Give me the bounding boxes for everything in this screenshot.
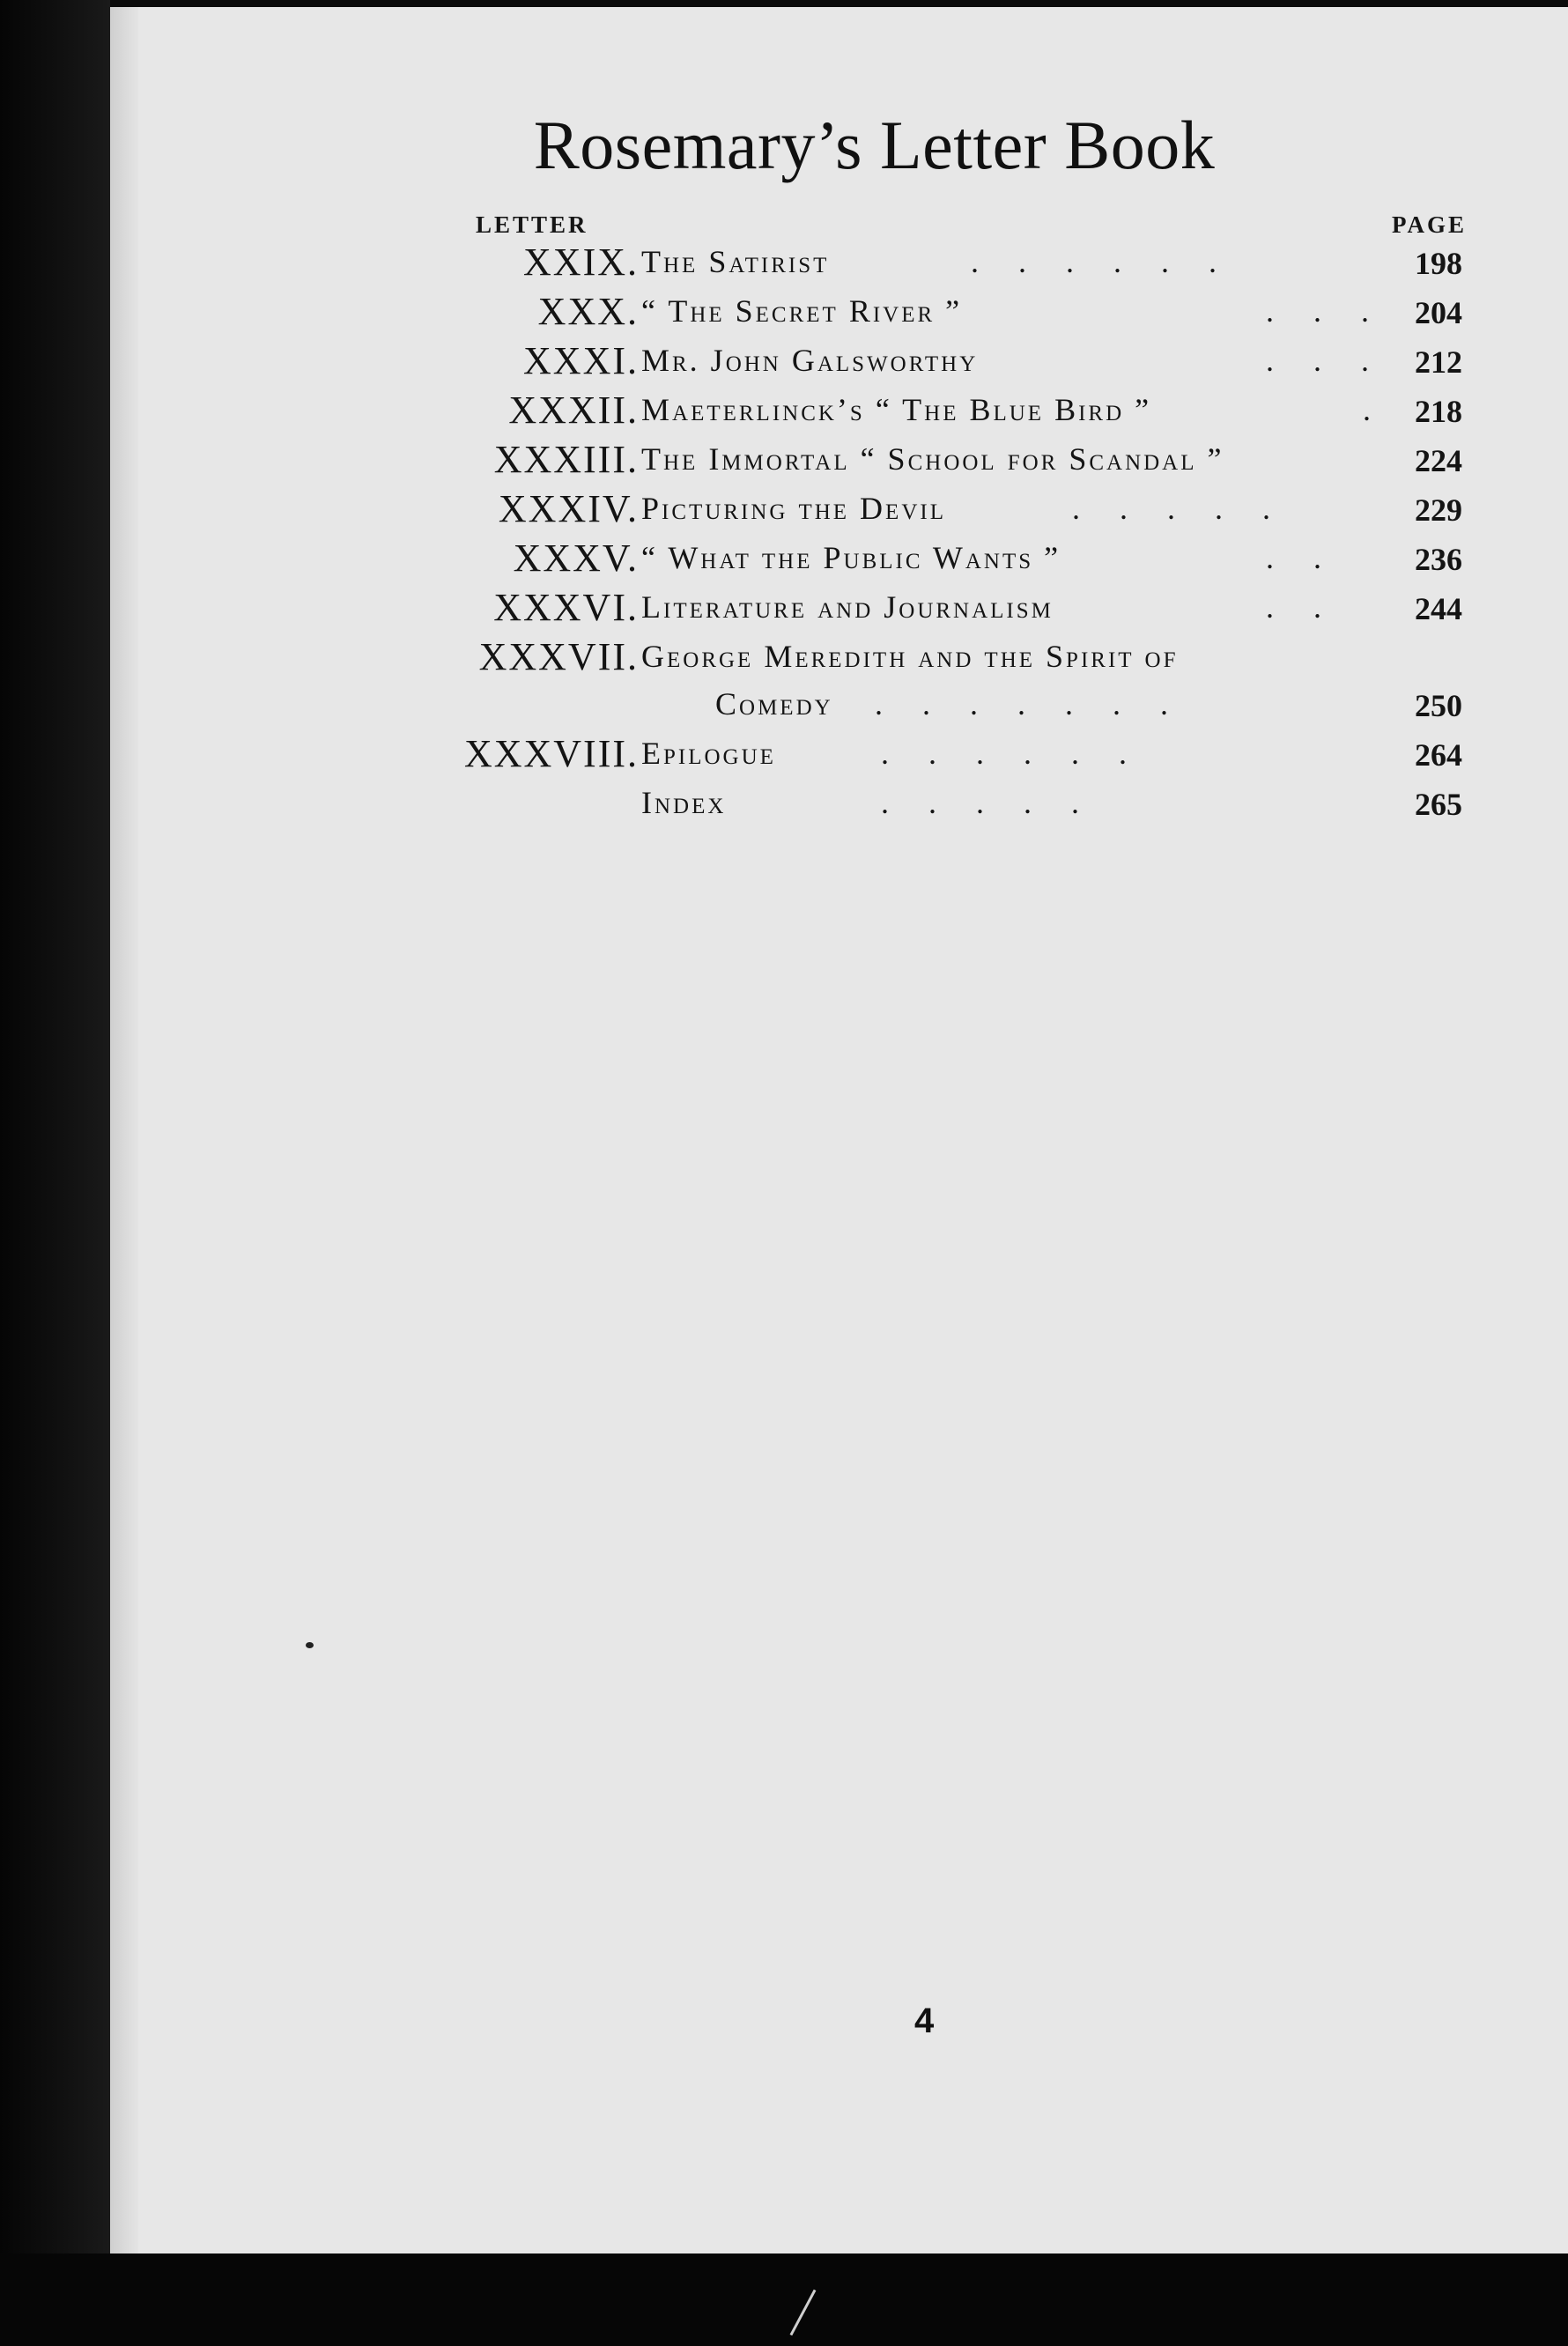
toc-entry bbox=[0, 289, 1568, 338]
ink-speck bbox=[306, 1642, 314, 1648]
entry-title: Literature and Journalism bbox=[641, 589, 1054, 625]
entry-title: “ What the Public Wants ” bbox=[641, 540, 1061, 575]
letter-number: XXIX. bbox=[523, 241, 639, 284]
entry-title: Index bbox=[641, 785, 727, 820]
dot-leader: . . . bbox=[1266, 343, 1369, 378]
toc-entry bbox=[0, 240, 1568, 289]
entry-title: “ The Secret River ” bbox=[641, 293, 963, 329]
page-number: 236 bbox=[1415, 542, 1462, 577]
page-number: 264 bbox=[1415, 737, 1462, 773]
toc-entry bbox=[0, 634, 1568, 684]
dot-leader: . . bbox=[1266, 589, 1321, 625]
running-title: Rosemary’s Letter Book bbox=[533, 107, 1216, 183]
letter-number: XXX. bbox=[537, 290, 639, 333]
entry-title: Comedy bbox=[715, 686, 833, 722]
entry-title: The Immortal “ School for Scandal ” bbox=[641, 441, 1224, 477]
letter-number: XXXI. bbox=[523, 339, 639, 382]
page-number: 204 bbox=[1415, 295, 1462, 330]
toc-entry bbox=[0, 338, 1568, 388]
letter-number: XXXII. bbox=[508, 389, 639, 432]
entry-title: Maeterlinck’s “ The Blue Bird ” bbox=[641, 392, 1152, 427]
dot-leader: . . . . . . bbox=[971, 244, 1217, 279]
dot-leader: . . . bbox=[1266, 293, 1369, 329]
dot-leader: . bbox=[1363, 392, 1371, 427]
toc-entry bbox=[0, 437, 1568, 486]
toc-entry-continuation bbox=[0, 682, 1568, 731]
entry-title: Mr. John Galsworthy bbox=[641, 343, 979, 378]
entry-title: George Meredith and the Spirit of bbox=[641, 639, 1179, 674]
letter-number: XXXIV. bbox=[498, 487, 639, 530]
page-number: 229 bbox=[1415, 492, 1462, 528]
page-number: 250 bbox=[1415, 688, 1462, 723]
dot-leader: . . . . . bbox=[1072, 491, 1270, 526]
toc-entry bbox=[0, 731, 1568, 781]
page-number: 218 bbox=[1415, 394, 1462, 429]
letter-number: XXXVII. bbox=[478, 635, 639, 678]
dot-leader: . . . . . . bbox=[881, 736, 1127, 771]
toc-entry bbox=[0, 585, 1568, 634]
page-number: 224 bbox=[1415, 443, 1462, 478]
letter-number: XXXVIII. bbox=[463, 732, 639, 775]
page-number: 212 bbox=[1415, 344, 1462, 380]
toc-entry bbox=[0, 486, 1568, 536]
dot-leader: . . bbox=[1266, 540, 1321, 575]
letter-number: XXXIII. bbox=[493, 438, 639, 481]
folio-page-number: 4 bbox=[914, 2002, 935, 2040]
dot-leader: . . . . . bbox=[881, 785, 1079, 820]
page-number: 265 bbox=[1415, 787, 1462, 822]
entry-title: The Satirist bbox=[641, 244, 830, 279]
page-number: 244 bbox=[1415, 591, 1462, 626]
toc-entry bbox=[0, 781, 1568, 830]
letter-column-header: LETTER bbox=[476, 211, 588, 238]
dot-leader: . . . . . . . bbox=[875, 686, 1168, 722]
letter-number: XXXVI. bbox=[493, 586, 639, 629]
toc-entry bbox=[0, 388, 1568, 437]
entry-title: Picturing the Devil bbox=[641, 491, 946, 526]
letter-number: XXXV. bbox=[513, 537, 639, 580]
toc-entry bbox=[0, 536, 1568, 585]
page-number: 198 bbox=[1415, 246, 1462, 281]
page-column-header: PAGE bbox=[1392, 211, 1467, 238]
entry-title: Epilogue bbox=[641, 736, 776, 771]
scan-bottom-edge bbox=[0, 2253, 1568, 2346]
